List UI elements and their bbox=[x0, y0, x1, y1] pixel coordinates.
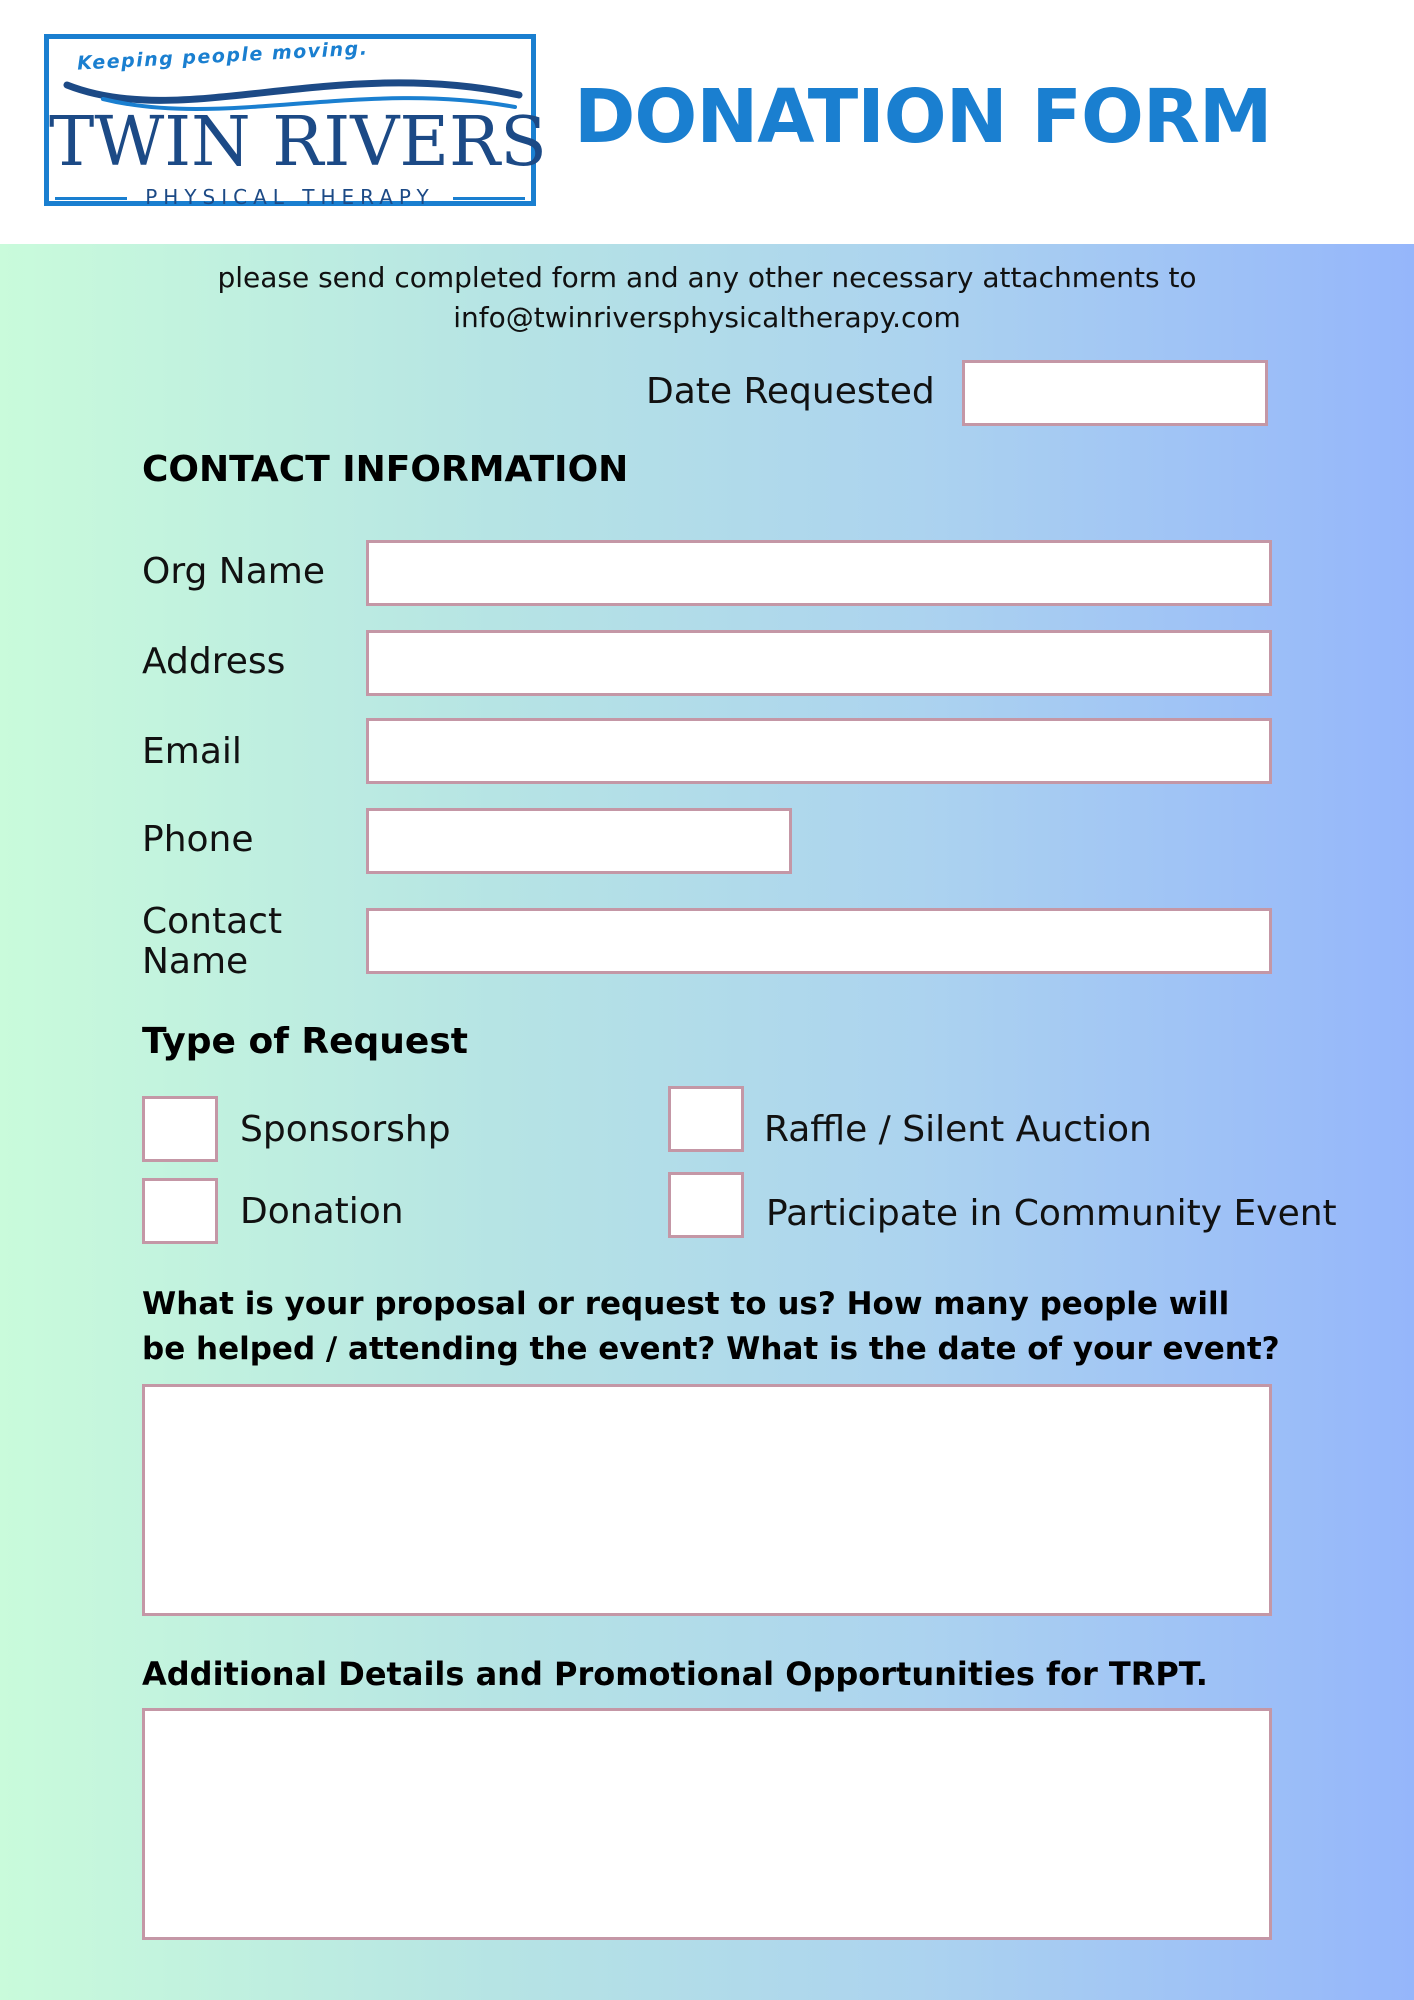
community-event-checkbox[interactable] bbox=[668, 1172, 744, 1238]
proposal-question-line-2: be helped / attending the event? What is the date of your event? bbox=[142, 1331, 1280, 1367]
header bbox=[0, 0, 1414, 244]
phone-field[interactable] bbox=[366, 808, 792, 874]
instructions bbox=[0, 258, 1414, 338]
donation-label: Donation bbox=[240, 1191, 404, 1232]
logo-subtitle: PHYSICAL THERAPY bbox=[145, 185, 435, 209]
request-type-heading: Type of Request bbox=[142, 1021, 468, 1062]
email-field[interactable] bbox=[366, 718, 1272, 784]
org-name-label: Org Name bbox=[142, 551, 326, 592]
address-label: Address bbox=[142, 641, 286, 682]
logo-tagline: Keeping people moving. bbox=[76, 37, 369, 75]
logo-divider-right bbox=[453, 197, 525, 200]
proposal-question-line-1: What is your proposal or request to us? How many people will bbox=[142, 1286, 1230, 1322]
address-field[interactable] bbox=[366, 630, 1272, 696]
sponsorship-checkbox[interactable] bbox=[142, 1096, 218, 1162]
additional-details-heading: Additional Details and Promotional Opportunities for TRPT. bbox=[142, 1655, 1208, 1693]
date-requested-field[interactable] bbox=[962, 360, 1268, 426]
contact-heading: CONTACT INFORMATION bbox=[142, 449, 629, 490]
logo bbox=[44, 34, 547, 209]
phone-label: Phone bbox=[142, 819, 254, 860]
form-body bbox=[0, 244, 1414, 2000]
proposal-textarea[interactable] bbox=[142, 1384, 1272, 1616]
raffle-silent-auction-checkbox[interactable] bbox=[668, 1086, 744, 1152]
proposal-question bbox=[142, 1282, 1302, 1372]
sponsorship-label: Sponsorshp bbox=[240, 1109, 451, 1150]
additional-details-textarea[interactable] bbox=[142, 1708, 1272, 1940]
org-name-field[interactable] bbox=[366, 540, 1272, 606]
contact-name-label-line-1: Contact bbox=[142, 901, 283, 942]
raffle-silent-auction-label: Raffle / Silent Auction bbox=[764, 1109, 1152, 1150]
contact-name-label-line-2: Name bbox=[142, 941, 249, 982]
document-title: DONATION FORM bbox=[574, 74, 1272, 160]
community-event-label: Participate in Community Event bbox=[766, 1193, 1337, 1234]
instructions-line-1: please send completed form and any other necessary attachments to bbox=[217, 261, 1197, 294]
instructions-email: info@twinriversphysicaltherapy.com bbox=[453, 301, 961, 334]
contact-name-field[interactable] bbox=[366, 908, 1272, 974]
donation-checkbox[interactable] bbox=[142, 1178, 218, 1244]
date-requested-label: Date Requested bbox=[646, 371, 935, 412]
logo-name: TWIN RIVERS bbox=[49, 103, 547, 182]
email-label: Email bbox=[142, 731, 242, 772]
